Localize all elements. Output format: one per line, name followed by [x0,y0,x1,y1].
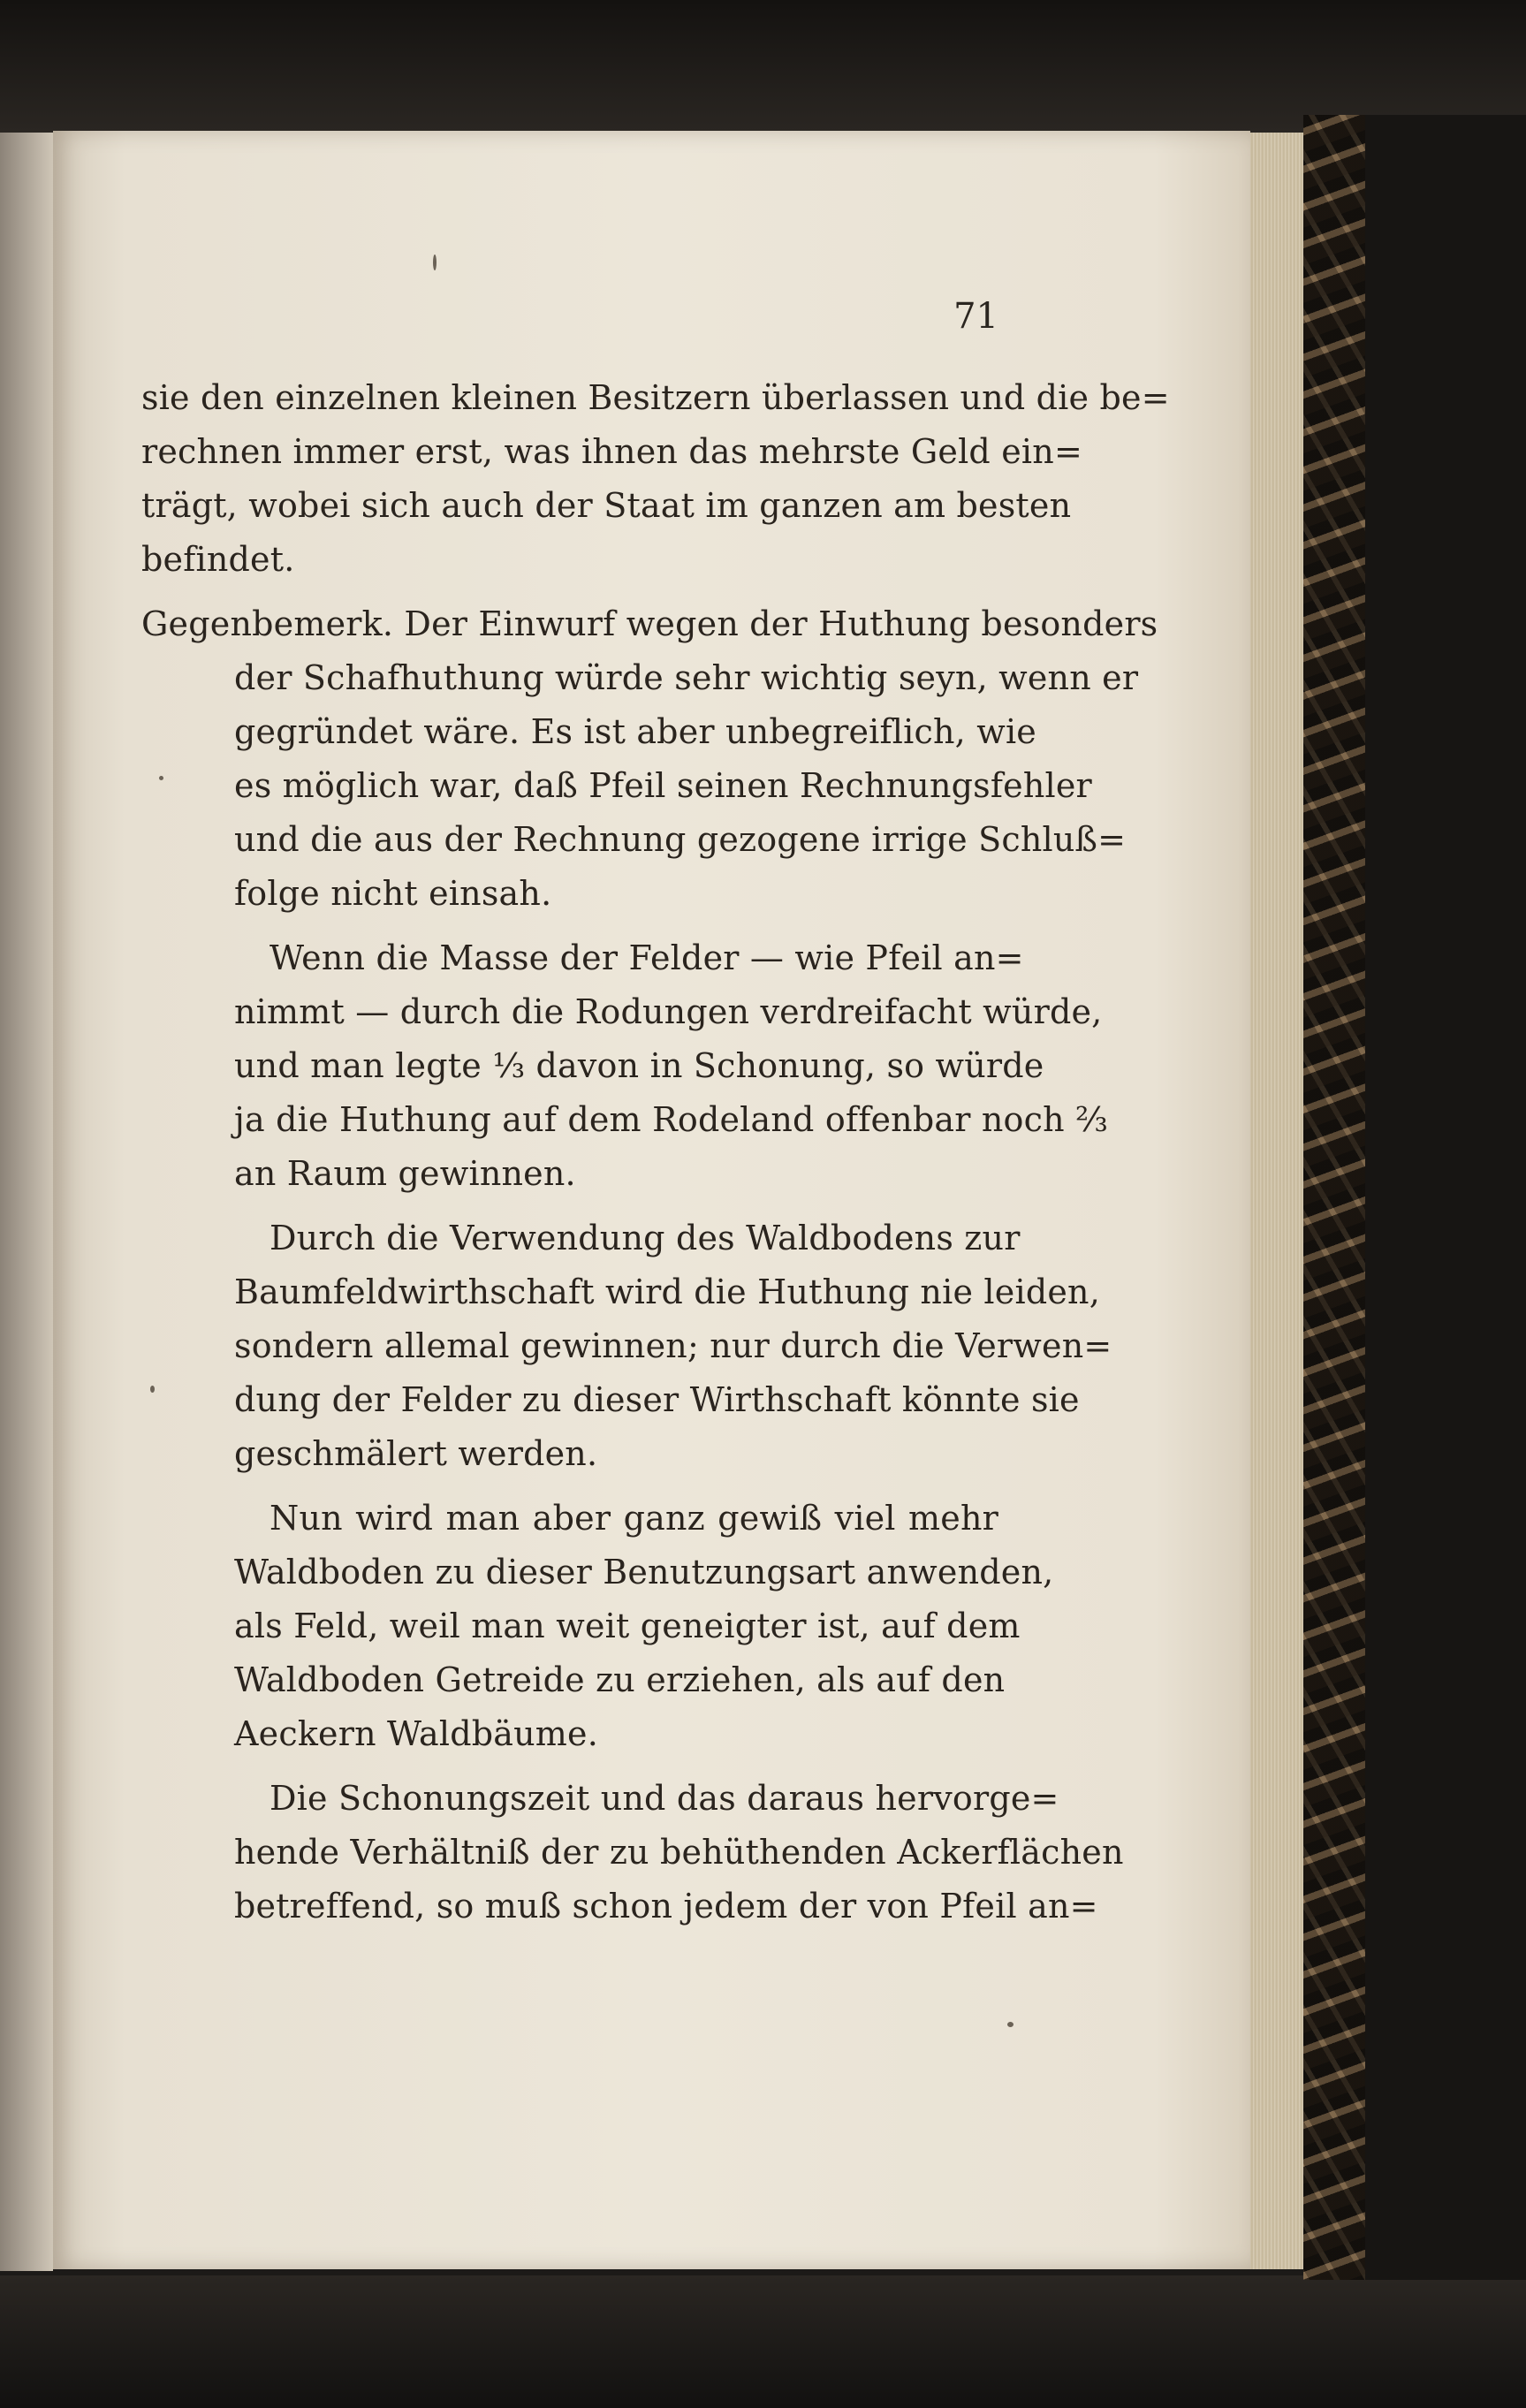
text-line: dung der Felder zu dieser Wirthschaft könnte sie [234,1380,1080,1419]
paper-speck [1007,2022,1014,2027]
marbled-cover [1303,115,1365,2280]
text-line: Wenn die Masse der Felder — wie Pfeil an= [270,938,1024,977]
text-line: Aeckern Waldbäume. [234,1714,598,1753]
text-line: und man legte ⅓ davon in Schonung, so würde [234,1046,1044,1085]
text-line: Waldboden zu dieser Benutzungsart anwenden, [234,1553,1054,1591]
text-line: sie den einzelnen kleinen Besitzern überlassen und die be= [141,378,1170,417]
text-line: Durch die Verwendung des Waldbodens zur [270,1219,1021,1257]
text-line: ja die Huthung auf dem Rodeland offenbar noch ⅔ [234,1100,1109,1139]
text-line: betreffend, so muß schon jedem der von Pfeil an= [234,1887,1098,1926]
dark-background-right [1365,115,1526,2280]
text-line: gegründet wäre. Es ist aber unbegreiflich, wie [234,712,1036,751]
text-line: Waldboden Getreide zu erziehen, als auf den [234,1660,1006,1699]
text-line: Baumfeldwirthschaft wird die Huthung nie leiden, [234,1272,1100,1311]
paper-speck [433,254,437,270]
text-line: hende Verhältniß der zu behüthenden Ackerflächen [234,1833,1124,1872]
text-line: Nun wird man aber ganz gewiß viel mehr [270,1499,998,1538]
text-line: und die aus der Rechnung gezogene irrige Schluß= [234,820,1127,859]
background-top [0,0,1526,133]
text-line: Die Schonungszeit und das daraus hervorge= [270,1779,1059,1818]
text-line: folge nicht einsah. [234,874,552,913]
text-line: an Raum gewinnen. [234,1154,576,1193]
page-text [141,371,1170,1933]
page-number: 71 [953,296,998,337]
facing-page-edge [0,133,53,2271]
text-line: befindet. [141,540,295,579]
page-edges [1250,133,1303,2269]
text-line: als Feld, weil man weit geneigter ist, auf dem [234,1607,1021,1645]
text-line: der Schafhuthung würde sehr wichtig seyn, wenn er [234,658,1139,697]
text-line-remark-heading: Gegenbemerk. Der Einwurf wegen der Huthung besonders [141,604,1158,643]
text-line: es möglich war, daß Pfeil seinen Rechnungsfehler [234,766,1092,805]
text-line: trägt, wobei sich auch der Staat im ganzen am besten [141,486,1072,525]
text-line: geschmälert werden. [234,1434,598,1473]
background-bottom [0,2275,1526,2408]
text-line: rechnen immer erst, was ihnen das mehrste Geld ein= [141,432,1082,471]
text-line: sondern allemal gewinnen; nur durch die Verwen= [234,1326,1112,1365]
text-line: nimmt — durch die Rodungen verdreifacht würde, [234,992,1103,1031]
